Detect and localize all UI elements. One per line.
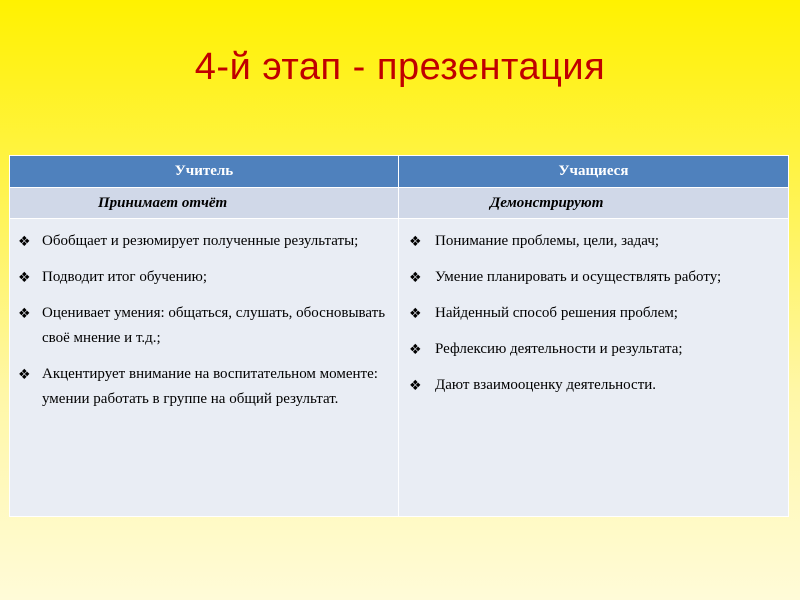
slide-title: 4-й этап - презентация — [194, 46, 606, 88]
list-item-text: Умение планировать и осуществлять работу; — [435, 269, 722, 285]
list-item — [16, 265, 390, 290]
table-subheader-row — [10, 188, 789, 219]
list-item — [405, 301, 780, 326]
list-item — [405, 229, 780, 254]
diamond-bullet-icon: ❖ — [18, 270, 31, 286]
list-item — [405, 265, 780, 290]
list-item — [405, 337, 780, 362]
diamond-bullet-icon: ❖ — [409, 270, 422, 286]
list-item-text: Рефлексию деятельности и результата; — [435, 341, 683, 357]
list-item — [16, 229, 390, 254]
diamond-bullet-icon: ❖ — [18, 367, 31, 383]
list-item — [405, 373, 780, 398]
list-item-text: Понимание проблемы, цели, задач; — [435, 233, 660, 249]
list-item-text: Оценивает умения: общаться, слушать, обосновывать своё мнение и т.д.; — [42, 305, 386, 346]
diamond-bullet-icon: ❖ — [409, 378, 422, 394]
students-cell — [399, 219, 789, 517]
diamond-bullet-icon: ❖ — [409, 234, 422, 250]
diamond-bullet-icon: ❖ — [18, 306, 31, 322]
header-teacher: Учитель — [10, 156, 399, 188]
list-item-text: Дают взаимооценку деятельности. — [435, 377, 657, 393]
diamond-bullet-icon: ❖ — [409, 342, 422, 358]
comparison-table — [9, 155, 789, 517]
subheader-students: Демонстрируют — [399, 188, 789, 219]
diamond-bullet-icon: ❖ — [409, 306, 422, 322]
diamond-bullet-icon: ❖ — [18, 234, 31, 250]
students-list — [405, 229, 780, 398]
subheader-teacher: Принимает отчёт — [10, 188, 399, 219]
list-item-text: Подводит итог обучению; — [42, 269, 208, 285]
teacher-cell — [10, 219, 399, 517]
list-item — [16, 362, 390, 412]
list-item — [16, 301, 390, 351]
list-item-text: Обобщает и резюмирует полученные результаты; — [42, 233, 359, 249]
table-body-row — [10, 219, 789, 517]
teacher-list — [16, 229, 390, 412]
header-students: Учащиеся — [399, 156, 789, 188]
list-item-text: Акцентирует внимание на воспитательном моменте: умении работать в группе на общий результат. — [42, 366, 378, 407]
table-header-row — [10, 156, 789, 188]
list-item-text: Найденный способ решения проблем; — [435, 305, 678, 321]
